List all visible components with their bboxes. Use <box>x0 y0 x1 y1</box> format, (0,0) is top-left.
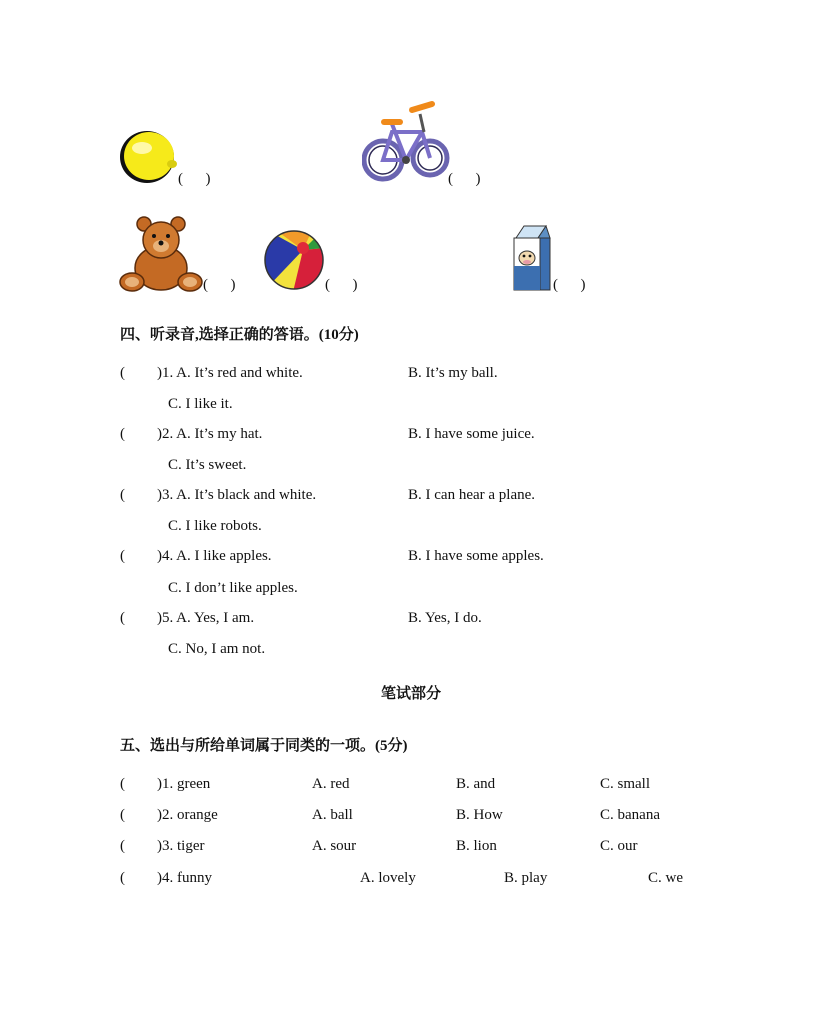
given-word: )3. tiger <box>157 838 205 854</box>
answer-paren[interactable]: ( <box>120 487 125 503</box>
option-a: )5. A. Yes, I am. <box>157 610 255 626</box>
option-c: C. I like it. <box>168 396 233 412</box>
option-a: A. ball <box>312 807 353 823</box>
option-b: B. and <box>456 776 496 792</box>
answer-paren[interactable]: ( <box>120 548 125 564</box>
answer-paren[interactable]: ( <box>120 365 125 381</box>
section4-title: 四、听录音,选择正确的答语。(10分) <box>120 327 359 343</box>
option-a: )4. A. I like apples. <box>157 548 272 564</box>
option-b: B. lion <box>456 838 497 854</box>
option-c: C. our <box>600 838 638 854</box>
lemon-answer-paren[interactable]: ( ) <box>178 171 211 187</box>
answer-paren[interactable]: ( <box>120 610 125 626</box>
teddy-bear-picture <box>118 216 204 294</box>
answer-paren[interactable]: ( <box>120 426 125 442</box>
beach-ball-answer-paren[interactable]: ( ) <box>325 277 358 293</box>
given-word: )4. funny <box>157 870 212 886</box>
answer-paren[interactable]: ( <box>120 807 125 823</box>
option-c: C. banana <box>600 807 660 823</box>
option-a: )1. A. It’s red and white. <box>157 365 303 381</box>
option-b: B. It’s my ball. <box>408 365 498 381</box>
option-b: B. Yes, I do. <box>408 610 482 626</box>
option-a: )3. A. It’s black and white. <box>157 487 317 503</box>
option-a: )2. A. It’s my hat. <box>157 426 263 442</box>
option-c: C. we <box>648 870 683 886</box>
option-c: C. small <box>600 776 651 792</box>
written-part-title: 笔试部分 <box>381 686 442 702</box>
option-a: A. sour <box>312 838 357 854</box>
option-b: B. I can hear a plane. <box>408 487 536 503</box>
lemon-picture <box>118 128 180 188</box>
option-c: C. It’s sweet. <box>168 457 247 473</box>
option-c: C. No, I am not. <box>168 641 266 657</box>
bicycle-picture <box>362 98 450 188</box>
milk-carton-picture <box>510 224 552 292</box>
option-b: B. How <box>456 807 503 823</box>
answer-paren[interactable]: ( <box>120 870 125 886</box>
bicycle-answer-paren[interactable]: ( ) <box>448 171 481 187</box>
teddy-bear-answer-paren[interactable]: ( ) <box>203 277 236 293</box>
beach-ball-picture <box>263 228 325 292</box>
option-b: B. play <box>504 870 548 886</box>
answer-paren[interactable]: ( <box>120 776 125 792</box>
answer-paren[interactable]: ( <box>120 838 125 854</box>
given-word: )1. green <box>157 776 211 792</box>
option-c: C. I don’t like apples. <box>168 580 298 596</box>
option-b: B. I have some juice. <box>408 426 535 442</box>
given-word: )2. orange <box>157 807 218 823</box>
option-c: C. I like robots. <box>168 518 262 534</box>
option-a: A. lovely <box>360 870 416 886</box>
option-a: A. red <box>312 776 350 792</box>
section5-title: 五、选出与所给单词属于同类的一项。(5分) <box>120 738 408 754</box>
milk-carton-answer-paren[interactable]: ( ) <box>553 277 586 293</box>
option-b: B. I have some apples. <box>408 548 544 564</box>
